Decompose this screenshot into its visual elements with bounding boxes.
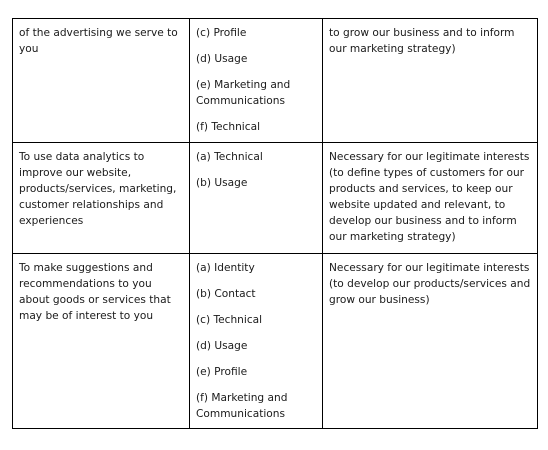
lawful-basis-text: to grow our business and to inform our marketing strategy) <box>329 27 515 55</box>
data-types-cell <box>190 143 323 254</box>
activity-text: To use data analytics to improve our website, products/services, marketing, customer relationships and experiences <box>19 151 177 227</box>
data-type-item: (b) Usage <box>196 177 248 189</box>
lawful-basis-cell <box>323 254 538 429</box>
lawful-basis-cell <box>323 19 538 143</box>
data-type-item: (f) Technical <box>196 121 261 133</box>
data-type-item: (f) Marketing and Communications <box>196 392 288 420</box>
data-type-item: (e) Marketing and Communications <box>196 79 291 107</box>
data-types-cell <box>190 254 323 429</box>
table-row <box>13 143 538 254</box>
data-type-item: (b) Contact <box>196 288 256 300</box>
data-types-cell <box>190 19 323 143</box>
processing-purposes-table <box>12 18 538 429</box>
activity-cell <box>13 254 190 429</box>
data-type-item: (d) Usage <box>196 340 248 352</box>
lawful-basis-text: Necessary for our legitimate interests (to define types of customers for our products and services, to keep our website updated and relevant, to develop our business and to inform our marketing strategy) <box>329 151 530 243</box>
data-type-item: (c) Profile <box>196 27 247 39</box>
table-row <box>13 254 538 429</box>
activity-text: of the advertising we serve to you <box>19 27 178 55</box>
activity-cell <box>13 143 190 254</box>
data-type-item: (d) Usage <box>196 53 248 65</box>
table-row <box>13 19 538 143</box>
data-type-item: (e) Profile <box>196 366 248 378</box>
lawful-basis-text: Necessary for our legitimate interests (to develop our products/services and grow our business) <box>329 262 531 306</box>
lawful-basis-cell <box>323 143 538 254</box>
data-type-item: (a) Technical <box>196 151 263 163</box>
activity-text: To make suggestions and recommendations to you about goods or services that may be of interest to you <box>19 262 171 322</box>
data-type-item: (c) Technical <box>196 314 263 326</box>
activity-cell <box>13 19 190 143</box>
data-type-item: (a) Identity <box>196 262 255 274</box>
